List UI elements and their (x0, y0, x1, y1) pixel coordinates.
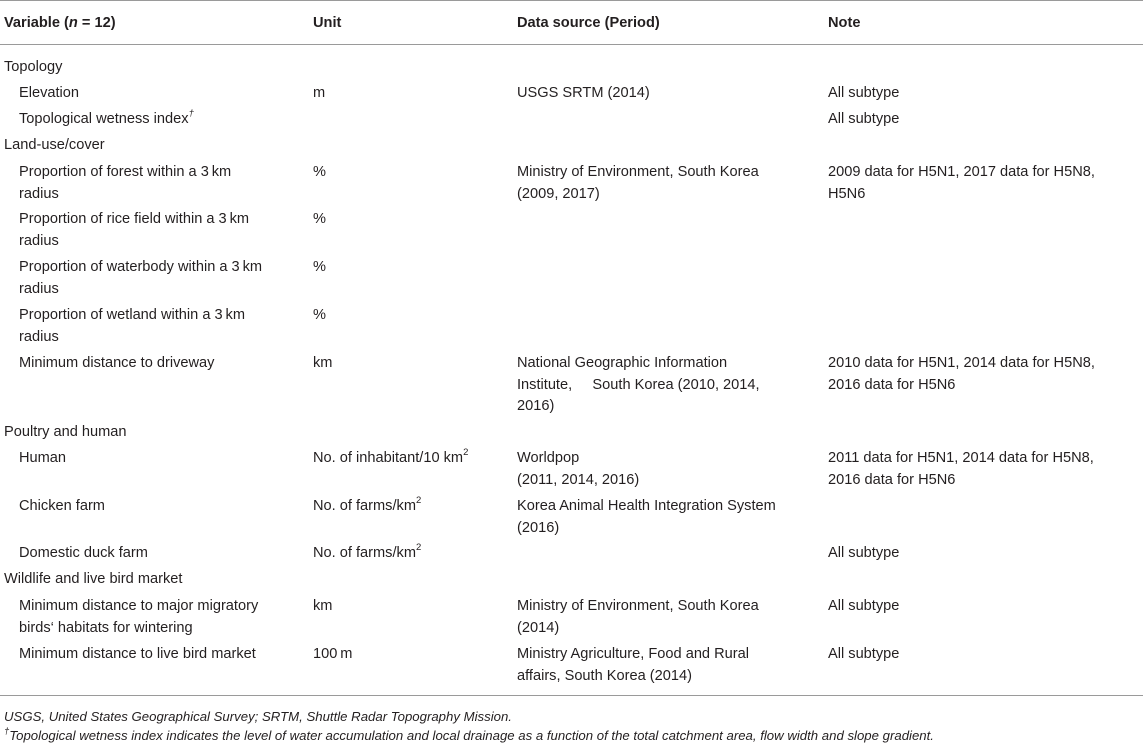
note-cell: 2010 data for H5N1, 2014 data for H5N8, 2016 data for H5N6 (828, 355, 1095, 393)
note-cell: All subtype (828, 545, 900, 561)
variable-cell: Chicken farm (19, 498, 105, 514)
unit-cell: 100 m (313, 646, 353, 662)
variable-cell: Minimum distance to driveway (19, 355, 215, 371)
source-cell: USGS SRTM (2014) (517, 85, 650, 101)
note-cell: 2009 data for H5N1, 2017 data for H5N8, H5N6 (828, 164, 1095, 202)
note-cell: All subtype (828, 85, 900, 101)
variable-cell: Proportion of rice field within a 3 km radius (19, 211, 250, 249)
source-cell: Ministry of Environment, South Korea (2009, 2017) (517, 164, 759, 202)
unit-cell: % (313, 307, 326, 323)
variable-cell: Proportion of waterbody within a 3 km radius (19, 259, 263, 297)
note-cell: All subtype (828, 111, 900, 127)
section-poultry: Poultry and human (4, 424, 127, 440)
section-topology: Topology (4, 59, 63, 75)
variable-cell: Human (19, 450, 67, 466)
unit-cell: % (313, 164, 326, 180)
note-cell: All subtype (828, 646, 900, 662)
variable-cell: Topological wetness index† (19, 108, 194, 127)
note-cell: 2011 data for H5N1, 2014 data for H5N8, 2016 data for H5N6 (828, 450, 1094, 488)
variable-cell: Domestic duck farm (19, 545, 148, 561)
variable-cell: Elevation (19, 85, 80, 101)
section-wildlife: Wildlife and live bird market (4, 571, 183, 587)
header-note: Note (828, 15, 861, 31)
source-cell: Ministry of Environment, South Korea (2014) (517, 598, 759, 636)
source-cell: National Geographic Information Institute, South Korea (2010, 2014, 2016) (517, 355, 760, 414)
footnote-twi: †Topological wetness index indicates the level of water accumulation and local drainage as a function of the total catchment area, flow width and slope gradient. (4, 725, 934, 743)
table-top-rule (0, 0, 1143, 1)
source-cell: Worldpop (2011, 2014, 2016) (517, 450, 640, 488)
source-cell: Ministry Agriculture, Food and Rural affairs, South Korea (2014) (517, 646, 749, 684)
unit-cell: km (313, 355, 333, 371)
unit-cell: No. of farms/$km^2$ (313, 495, 422, 514)
note-cell: All subtype (828, 598, 900, 614)
unit-cell: % (313, 211, 326, 227)
variable-cell: Minimum distance to major migratory birds‘ habitats for wintering (19, 598, 259, 636)
section-landuse: Land-use/cover (4, 137, 105, 153)
footnote-abbreviations: USGS, United States Geographical Survey; SRTM, Shuttle Radar Topography Mission. (4, 709, 512, 724)
source-cell: Korea Animal Health Integration System (2016) (517, 498, 776, 536)
unit-cell: % (313, 259, 326, 275)
variable-cell: Minimum distance to live bird market (19, 646, 256, 662)
unit-cell: No. of farms/$km^2$ (313, 542, 422, 561)
table-bottom-rule (0, 695, 1143, 696)
header-variable: Variable (n = 12) (4, 15, 116, 31)
header-unit: Unit (313, 15, 342, 31)
unit-cell: m (313, 85, 326, 101)
unit-cell: No. of inhabitant/10 $km^2$ (313, 447, 469, 466)
dagger-mark: † (188, 108, 194, 120)
variable-cell: Proportion of forest within a 3 km radius (19, 164, 232, 202)
table-header-rule (0, 44, 1143, 45)
header-source: Data source (Period) (517, 15, 660, 31)
variable-cell: Proportion of wetland within a 3 km radius (19, 307, 245, 345)
unit-cell: km (313, 598, 333, 614)
